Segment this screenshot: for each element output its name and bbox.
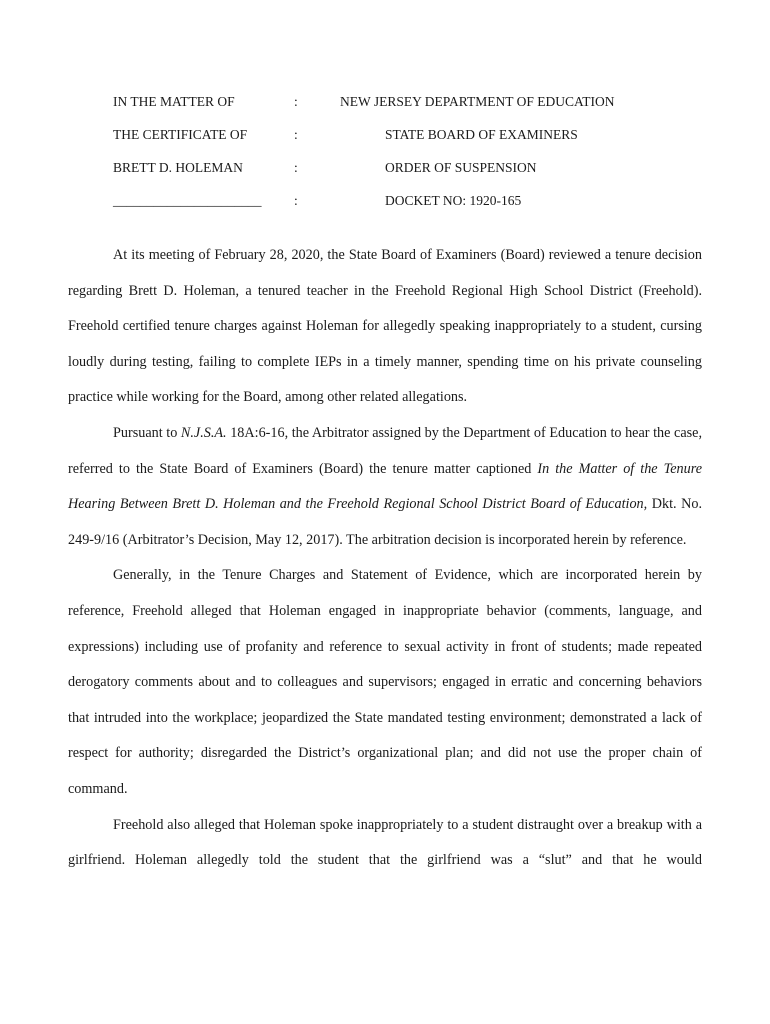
paragraph-arbitration <box>68 416 702 558</box>
caption-party-line: THE CERTIFICATE OF <box>113 127 248 142</box>
caption-agency-line: NEW JERSEY DEPARTMENT OF EDUCATION <box>340 94 615 109</box>
caption-row <box>113 160 713 193</box>
caption-order-title: ORDER OF SUSPENSION <box>385 160 537 175</box>
caption-row <box>113 94 713 127</box>
caption-colon: : <box>294 127 298 142</box>
order-body <box>68 238 702 879</box>
caption-colon: : <box>294 160 298 175</box>
caption-party-line: IN THE MATTER OF <box>113 94 235 109</box>
statute-citation: N.J.S.A. <box>180 424 227 441</box>
text-run: 18A:6-16, the Arbitrator assigned by the Department of Education to hear the case, referred to the State Board of Examiners (Board) the tenure matter captioned <box>68 424 702 477</box>
paragraph-charges: Generally, in the Tenure Charges and Statement of Evidence, which are incorporated herein by reference, Freehold alleged that Holeman engaged in inappropriate behavior (comments, language, and expressions) including use of profanity and reference to sexual activity in front of students; made repeated derogatory comments about and to colleagues and supervisors; engaged in erratic and concerning behaviors that intruded into the workplace; jeopardized the State mandated testing environment; demonstrated a lack of respect for authority; disregarded the District’s organizational plan; and did not use the proper chain of command. <box>68 567 702 797</box>
text-run: Dkt. No. 249-9/16 (Arbitrator’s Decision, May 12, 2017). The arbitration decision is incorporated herein by reference. <box>68 496 703 548</box>
caption-underline: ______________________ <box>113 193 262 208</box>
caption-colon: : <box>294 193 298 208</box>
caption-party-line: BRETT D. HOLEMAN <box>113 160 243 175</box>
caption-colon: : <box>294 94 298 109</box>
case-caption <box>113 94 713 226</box>
text-run: Pursuant to <box>113 424 181 441</box>
paragraph-student-allegation: Freehold also alleged that Holeman spoke inappropriately to a student distraught over a breakup with a girlfriend. Holeman allegedly told the student that the girlfriend was a “slut” and that he would <box>68 816 702 869</box>
caption-row <box>113 193 713 226</box>
case-caption-citation: In the Matter of the Tenure Hearing Between Brett D. Holeman and the Freehold Regional School District Board of Education, <box>68 460 702 513</box>
caption-agency-line: STATE BOARD OF EXAMINERS <box>385 127 578 142</box>
paragraph-meeting: At its meeting of February 28, 2020, the State Board of Examiners (Board) reviewed a tenure decision regarding Brett D. Holeman, a tenured teacher in the Freehold Regional High School District (Freehold). Freehold certified tenure charges against Holeman for allegedly speaking inappropriately to a student, cursing loudly during testing, failing to complete IEPs in a timely manner, spending time on his private counseling practice while working for the Board, among other related allegations. <box>68 247 702 406</box>
caption-row <box>113 127 713 160</box>
docket-number: DOCKET NO: 1920-165 <box>385 193 522 208</box>
